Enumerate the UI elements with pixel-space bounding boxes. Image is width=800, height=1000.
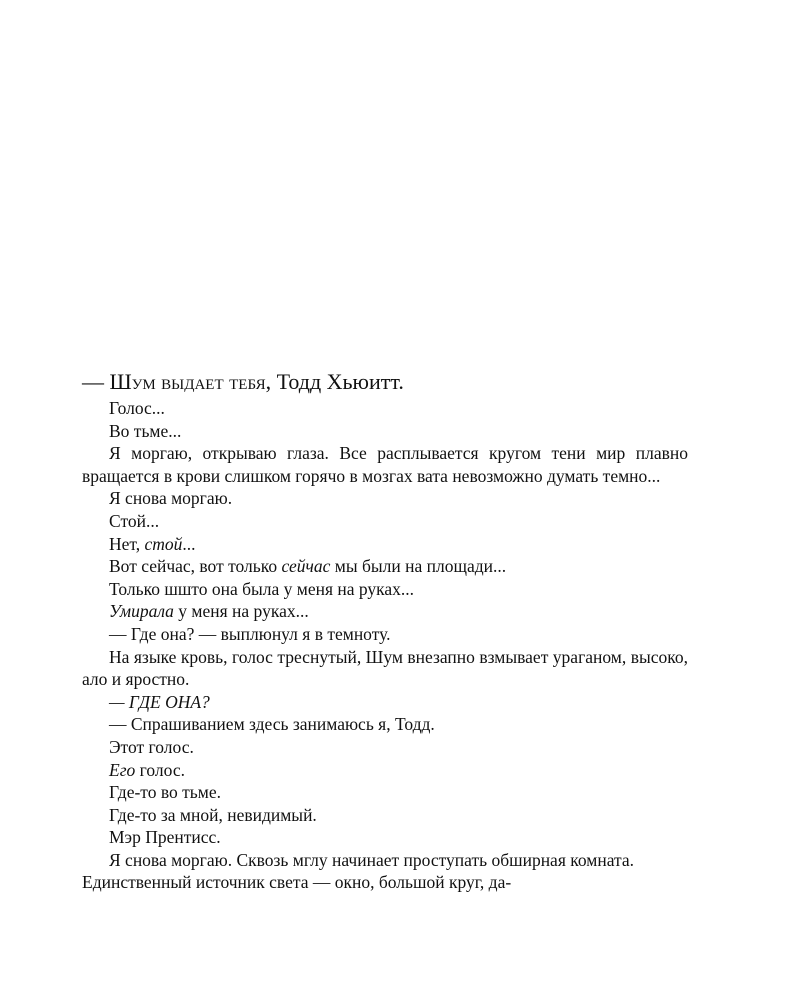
paragraph: Где-то за мной, невидимый. <box>109 804 317 825</box>
emphasis: — ГДЕ ОНА? <box>109 691 210 712</box>
opening-dash: — <box>82 369 110 394</box>
paragraph: Умирала у меня на руках... <box>109 601 309 622</box>
paragraph: — Где она? — выплюнул я в темноту. <box>109 623 391 644</box>
emphasis: сейчас <box>281 556 331 577</box>
paragraph: Только шшто она была у меня на руках... <box>109 578 415 599</box>
paragraph: Нет, стой... <box>109 533 196 554</box>
chapter-text <box>82 368 688 894</box>
opening-line <box>82 368 688 396</box>
paragraph: Где-то во тьме. <box>109 782 221 803</box>
paragraph: Я снова моргаю. <box>109 488 233 509</box>
paragraph: Во тьме... <box>109 420 182 441</box>
paragraph: Его голос. <box>109 759 185 780</box>
paragraph: Я снова моргаю. Сквозь мглу начинает проступать обширная комната. Единственный источник света — окно, большой круг, да- <box>82 849 635 893</box>
opening-tail: , Тодд Хьюитт. <box>265 369 404 394</box>
paragraph <box>82 691 688 714</box>
opening-initial: Ш <box>109 369 132 394</box>
paragraph: Этот голос. <box>109 736 194 757</box>
paragraph: Вот сейчас, вот только сейчас мы были на площади... <box>109 556 507 577</box>
emphasis: стой <box>144 533 183 554</box>
paragraph: — Спрашиванием здесь занимаюсь я, Тодд. <box>109 714 435 735</box>
emphasis: Его <box>109 759 136 780</box>
paragraph: Я моргаю, открываю глаза. Все расплывается кругом тени мир плавно вращается в крови слишком горячо в мозгах вата невозможно думать темно... <box>82 443 688 486</box>
emphasis: Умирала <box>109 601 174 622</box>
paragraph: Стой... <box>109 510 160 531</box>
paragraph: Мэр Прентисс. <box>109 827 221 848</box>
opening-smallcaps: ум выдает тебя <box>131 369 266 394</box>
paragraph: Голос... <box>109 398 165 418</box>
paragraph: На языке кровь, голос треснутый, Шум внезапно взмывает ураганом, высоко, ало и яростно. <box>82 646 688 690</box>
